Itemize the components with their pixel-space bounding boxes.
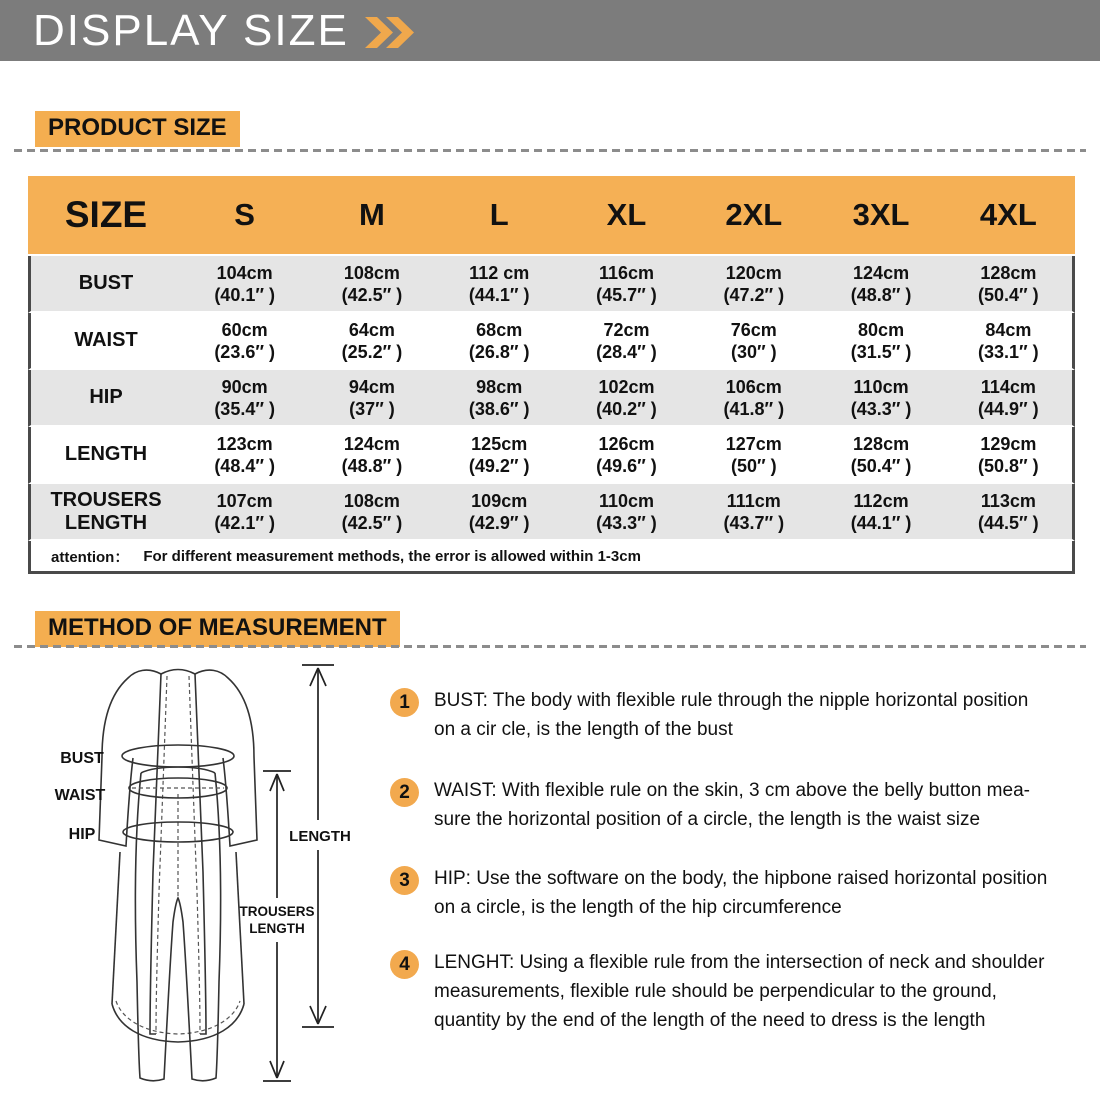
row-label: LENGTH	[64, 443, 148, 465]
size-cell: 90cm (35.4″ )	[214, 376, 275, 419]
instruction-line: LENGHT: Using a flexible rule from the intersection of neck and shoulder	[434, 952, 1045, 973]
page-title: DISPLAY SIZE	[33, 5, 349, 55]
instruction-item-hip	[390, 864, 1090, 922]
size-cell: 64cm (25.2″ )	[341, 319, 403, 362]
dashed-divider-top	[14, 149, 1086, 152]
size-cell: 128cm (50.4″ )	[978, 262, 1039, 305]
column-header-2xl: 2XL	[725, 197, 783, 232]
column-header-xl: XL	[606, 197, 647, 232]
size-cell: 102cm (40.2″ )	[596, 376, 657, 419]
cardigan-outline	[99, 670, 257, 1043]
size-cell: 124cm (48.8″ )	[341, 433, 403, 476]
size-cell: 128cm (50.4″ )	[850, 433, 912, 476]
size-cell: 124cm (48.8″ )	[850, 262, 912, 305]
size-cell: 60cm (23.6″ )	[214, 319, 275, 362]
number-badge: 4	[390, 950, 419, 979]
table-row-trousers-length	[28, 484, 1075, 541]
title-bar	[0, 0, 1100, 61]
instruction-line: HIP: Use the software on the body, the hipbone raised horizontal position	[434, 868, 1048, 889]
row-label: HIP	[89, 386, 123, 408]
measurement-ellipses	[122, 745, 234, 842]
diagram-label-trousers-1: TROUSERS	[239, 904, 315, 919]
table-row-waist	[28, 313, 1075, 370]
column-header-l: L	[489, 197, 509, 232]
column-header-s: S	[234, 197, 255, 232]
measurement-diagram	[40, 652, 370, 1092]
table-row-length	[28, 427, 1075, 484]
size-cell: 106cm (41.8″ )	[723, 376, 785, 419]
size-cell: 120cm (47.2″ )	[723, 262, 785, 305]
instruction-item-waist	[390, 776, 1090, 834]
size-cell: 127cm (50″ )	[725, 433, 782, 476]
size-cell: 129cm (50.8″ )	[978, 433, 1039, 476]
trousers-outline	[135, 767, 220, 1081]
diagram-label-waist: WAIST	[54, 787, 106, 804]
row-label: WAIST	[74, 329, 138, 351]
diagram-label-bust: BUST	[60, 750, 104, 767]
instruction-item-bust	[390, 686, 1090, 744]
length-arrow	[302, 665, 334, 1027]
size-cell: 72cm (28.4″ )	[596, 319, 657, 362]
diagram-label-length: LENGTH	[289, 828, 351, 845]
size-table	[28, 176, 1075, 574]
number-badge: 3	[390, 866, 419, 895]
size-cell: 112 cm (44.1″ )	[468, 262, 530, 305]
number-badge: 1	[390, 688, 419, 717]
table-row-bust	[28, 256, 1075, 313]
method-of-measurement-badge: METHOD OF MEASUREMENT	[35, 611, 400, 647]
size-cell: 98cm (38.6″ )	[468, 376, 530, 419]
attention-note	[28, 541, 1075, 574]
size-cell: 123cm (48.4″ )	[214, 433, 275, 476]
size-cell: 125cm (49.2″ )	[468, 433, 530, 476]
row-label: BUST	[78, 272, 134, 294]
dashed-divider-bottom	[14, 645, 1086, 648]
column-header-3xl: 3XL	[852, 197, 910, 232]
size-cell: 76cm (30″ )	[730, 319, 777, 362]
diagram-label-trousers-2: LENGTH	[249, 921, 305, 936]
size-cell: 114cm (44.9″ )	[978, 376, 1039, 419]
size-cell: 113cm (44.5″ )	[978, 490, 1039, 533]
size-cell: 108cm (42.5″ )	[341, 262, 403, 305]
size-cell: 109cm (42.9″ )	[468, 490, 530, 533]
column-header-size: SIZE	[64, 194, 148, 235]
row-label: TROUSERS LENGTH	[50, 488, 162, 534]
size-cell: 126cm (49.6″ )	[596, 433, 657, 476]
instruction-line: sure the horizontal position of a circle, the length is the waist size	[434, 809, 981, 830]
instruction-line: BUST: The body with flexible rule through the nipple horizontal position	[434, 690, 1029, 711]
double-chevron-icon	[365, 17, 415, 48]
column-header-m: M	[359, 197, 385, 232]
attention-text: For different measurement methods, the error is allowed within 1-3cm	[143, 547, 641, 565]
table-row-hip	[28, 370, 1075, 427]
size-cell: 111cm (43.7″ )	[723, 490, 785, 533]
number-badge: 2	[390, 778, 419, 807]
size-cell: 68cm (26.8″ )	[468, 319, 530, 362]
instruction-line: on a circle, is the length of the hip circumference	[434, 897, 842, 918]
attention-label: attention：	[51, 548, 130, 566]
diagram-label-hip: HIP	[68, 826, 96, 843]
size-cell: 107cm (42.1″ )	[214, 490, 275, 533]
size-cell: 104cm (40.1″ )	[214, 262, 275, 305]
size-cell: 108cm (42.5″ )	[341, 490, 403, 533]
product-size-badge: PRODUCT SIZE	[35, 111, 240, 147]
size-cell: 110cm (43.3″ )	[850, 376, 912, 419]
size-cell: 94cm (37″ )	[348, 376, 395, 419]
instruction-item-length	[390, 948, 1090, 1035]
instruction-line: on a cir cle, is the length of the bust	[434, 719, 733, 740]
size-cell: 116cm (45.7″ )	[596, 262, 657, 305]
column-header-4xl: 4XL	[979, 197, 1037, 232]
size-cell: 80cm (31.5″ )	[850, 319, 912, 362]
instruction-line: measurements, flexible rule should be perpendicular to the ground,	[434, 981, 997, 1002]
instruction-line: quantity by the end of the length of the need to dress is the length	[434, 1010, 986, 1031]
instruction-line: WAIST: With flexible rule on the skin, 3 cm above the belly button mea-	[434, 780, 1030, 801]
table-header-row	[28, 176, 1075, 254]
size-cell: 110cm (43.3″ )	[596, 490, 657, 533]
size-cell: 84cm (33.1″ )	[978, 319, 1039, 362]
size-cell: 112cm (44.1″ )	[850, 490, 912, 533]
